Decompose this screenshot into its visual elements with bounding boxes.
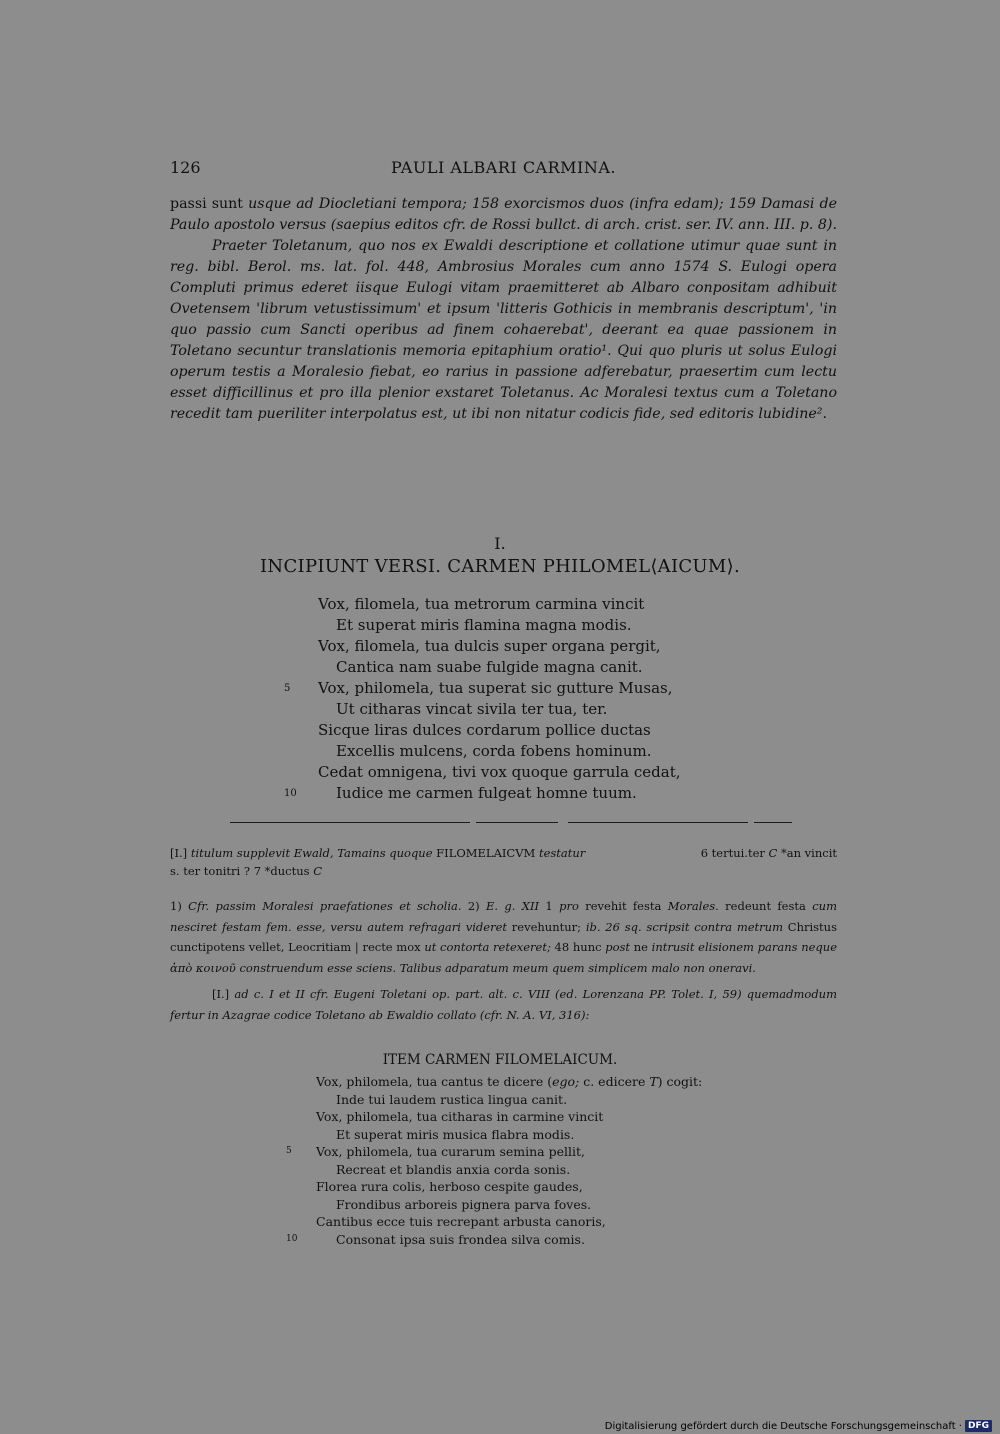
- section-title: INCIPIUNT VERSI. CARMEN PHILOMEL⟨AICUM⟩.: [260, 556, 740, 577]
- poem-line-text: Excellis mulcens, corda fobens hominum.: [336, 742, 652, 760]
- divider-rule: [230, 822, 470, 823]
- subpoem-line: [316, 1091, 836, 1109]
- text-run: FILOMELAICVM: [432, 846, 539, 860]
- page-number: 126: [170, 158, 201, 177]
- subpoem-line: [316, 1126, 836, 1144]
- poem-line-text: Vox, filomela, tua dulcis super organa pergit,: [318, 637, 661, 655]
- text-run: [I.]: [212, 987, 235, 1001]
- text-run: Recreat et blandis anxia corda sonis.: [336, 1161, 571, 1177]
- text-run: redeunt festa: [718, 899, 813, 913]
- text-run: s. ter tonitri ? 7 *ductus: [170, 864, 314, 878]
- subpoem-line: [316, 1073, 836, 1091]
- text-run: ne: [630, 940, 652, 954]
- text-run: passi sunt: [170, 196, 249, 212]
- text-run: c. edicere: [579, 1074, 650, 1089]
- text-run: titulum supplevit Ewald, Tamains quoque: [190, 846, 433, 860]
- apparatus-line-1-right: [701, 844, 837, 862]
- text-run: Christus cunctipotens vellet, Leocritiam | recte mox: [170, 919, 837, 954]
- text-run: *an vincit: [777, 846, 837, 860]
- line-number: 10: [284, 788, 297, 799]
- poem-line-text: Et superat miris flamina magna modis.: [336, 616, 632, 634]
- divider-rule: [754, 822, 792, 823]
- subpoem: [286, 1073, 836, 1248]
- text-run: usque ad Diocletiani tempora; 158 exorcismos duos (infra edam); 159 Damasi de Paulo apostolo versus (saepius editos cfr. de Rossi bullct. di arch. crist. ser. IV. ann. III. p. 8).: [170, 196, 837, 233]
- text-run: testatur: [538, 846, 586, 860]
- subpoem-line: [316, 1213, 836, 1231]
- subpoem-line: [316, 1178, 836, 1196]
- poem-line-text: Ut citharas vincat sivila ter tua, ter.: [336, 700, 608, 718]
- text-run: 1: [539, 899, 560, 913]
- text-run: 48 hunc: [550, 940, 606, 954]
- text-run: Morales.: [667, 899, 719, 913]
- subpoem-line: [316, 1196, 836, 1214]
- text-run: Vox, philomela, tua citharas in carmine vincit: [316, 1109, 604, 1124]
- text-run: E. g. XII: [486, 899, 540, 913]
- text-run: Florea rura colis, herboso cespite gaudes,: [316, 1179, 583, 1194]
- text-run: Consonat ipsa suis frondea silva comis.: [336, 1231, 585, 1247]
- line-number: 5: [286, 1146, 292, 1156]
- poem-line: [318, 594, 838, 615]
- text-run: 6 tertui.ter: [700, 846, 769, 860]
- subpoem-line: [316, 1161, 836, 1179]
- text-run: pro: [559, 899, 579, 913]
- text-run: cum nesciret festam fem. esse, versu autem refragari videret: [170, 899, 837, 934]
- poem-line: [318, 762, 838, 783]
- text-run: post: [605, 940, 631, 954]
- text-run: ib. 26 sq. scripsit contra metrum: [585, 919, 783, 934]
- text-run: ut contorta retexeret;: [424, 940, 551, 954]
- footer-text: Digitalisierung gefördert durch die Deutsche Forschungsgemeinschaft ·: [604, 1420, 962, 1432]
- text-run: C: [313, 864, 323, 878]
- introduction-text: [170, 194, 837, 425]
- text-run: ad c. I et II cfr. Eugeni Toletani op. part. alt. c. VIII (ed. Lorenzana PP. Tolet. I, 59) quemadmodum fertur in Azagrae codice Toletano ab Ewaldio collato (cfr. N. A. VI, 316):: [170, 987, 837, 1022]
- poem-line-text: Iudice me carmen fulgeat homne tuum.: [336, 784, 637, 802]
- poem-line: [284, 678, 838, 699]
- footnote-2: [170, 984, 837, 1025]
- text-run: Cfr. passim Moralesi praefationes et scholia.: [188, 899, 462, 913]
- intro-paragraph-2: Praeter Toletanum, quo nos ex Ewaldi descriptione et collatione utimur quae sunt in reg. bibl. Berol. ms. lat. fol. 448, Ambrosius Morales cum anno 1574 S. Eulogi opera Compluti primus ederet iisque Eulogi vitam praemitteret ab Albaro conpositam adhibuit Ovetensem 'librum vetustissimum' et ipsum 'litteris Gothicis in membranis descriptum', 'in quo passio cum Sancti operibus ad finem cohaerebat', deerant ea quae passionem in Toletano secuntur translationis memoria epitaphium oratio¹. Qui quo pluris ut solus Eulogi operum testis a Moralesio fiebat, eo rarius in passione adferebatur, praesertim cum lectu esset difficillinus et pro illa plenior exstaret Toletanus. Ac Moralesi textus cum a Toletano recedit tam pueriliter interpolatus est, ut ibi non nitatur codicis fide, sed editoris lubidine².: [170, 238, 837, 422]
- poem-line: [318, 615, 838, 636]
- poem-line: [318, 699, 838, 720]
- poem-line: [318, 636, 838, 657]
- section-number: I.: [494, 534, 506, 553]
- poem-line-text: Vox, philomela, tua superat sic gutture Musas,: [318, 679, 673, 697]
- text-run: Vox, philomela, tua curarum semina pellit,: [316, 1144, 585, 1159]
- footer-credit: [605, 1418, 992, 1434]
- dfg-logo: DFG: [965, 1420, 992, 1432]
- text-run: C: [768, 846, 778, 860]
- running-title: PAULI ALBARI CARMINA.: [391, 158, 616, 177]
- text-run: intrusit elisionem parans neque ἀπὸ κοινοῦ construendum esse sciens. Talibus adparatum meum quem simplicem malo non oneravi.: [170, 940, 837, 975]
- text-run: 2): [461, 899, 487, 913]
- text-run: Vox, philomela, tua cantus te dicere (: [316, 1074, 553, 1089]
- running-header: [170, 158, 837, 184]
- intro-paragraph-1: [170, 194, 837, 236]
- text-run: Inde tui laudem rustica lingua canit.: [336, 1091, 568, 1107]
- text-run: [I.]: [170, 846, 191, 860]
- subpoem-title: ITEM CARMEN FILOMELAICUM.: [382, 1052, 618, 1068]
- critical-apparatus: [170, 844, 837, 880]
- poem-line: [318, 741, 838, 762]
- apparatus-line-1-left: [170, 844, 585, 862]
- text-run: Cantibus ecce tuis recrepant arbusta canoris,: [316, 1214, 606, 1229]
- subpoem-line: [286, 1231, 836, 1249]
- poem-line-text: Cantica nam suabe fulgide magna canit.: [336, 658, 643, 676]
- text-run: revehit festa: [578, 899, 668, 913]
- poem-line-text: Sicque liras dulces cordarum pollice ductas: [318, 721, 651, 739]
- line-number: 10: [286, 1233, 298, 1244]
- text-run: ) cogit:: [657, 1074, 703, 1089]
- poem-line-text: Vox, filomela, tua metrorum carmina vincit: [318, 595, 645, 613]
- poem-line-text: Cedat omnigena, tivi vox quoque garrula cedat,: [318, 763, 681, 781]
- text-run: Frondibus arboreis pignera parva foves.: [336, 1196, 592, 1212]
- text-run: T: [649, 1074, 658, 1089]
- poem-line: [318, 657, 838, 678]
- subpoem-line: [316, 1108, 836, 1126]
- poem-line: [284, 783, 838, 804]
- divider-rule: [568, 822, 748, 823]
- footnote-1: [170, 896, 837, 978]
- text-run: revehuntur;: [507, 919, 586, 934]
- text-run: Et superat miris musica flabra modis.: [336, 1126, 575, 1142]
- poem: [284, 594, 838, 804]
- apparatus-line-2: [170, 862, 837, 880]
- poem-line: [318, 720, 838, 741]
- subpoem-line: [286, 1143, 836, 1161]
- line-number: 5: [284, 683, 291, 694]
- footnotes: [170, 896, 837, 1031]
- divider-rule: [476, 822, 558, 823]
- text-run: 1): [170, 899, 189, 913]
- text-run: ego;: [552, 1074, 580, 1089]
